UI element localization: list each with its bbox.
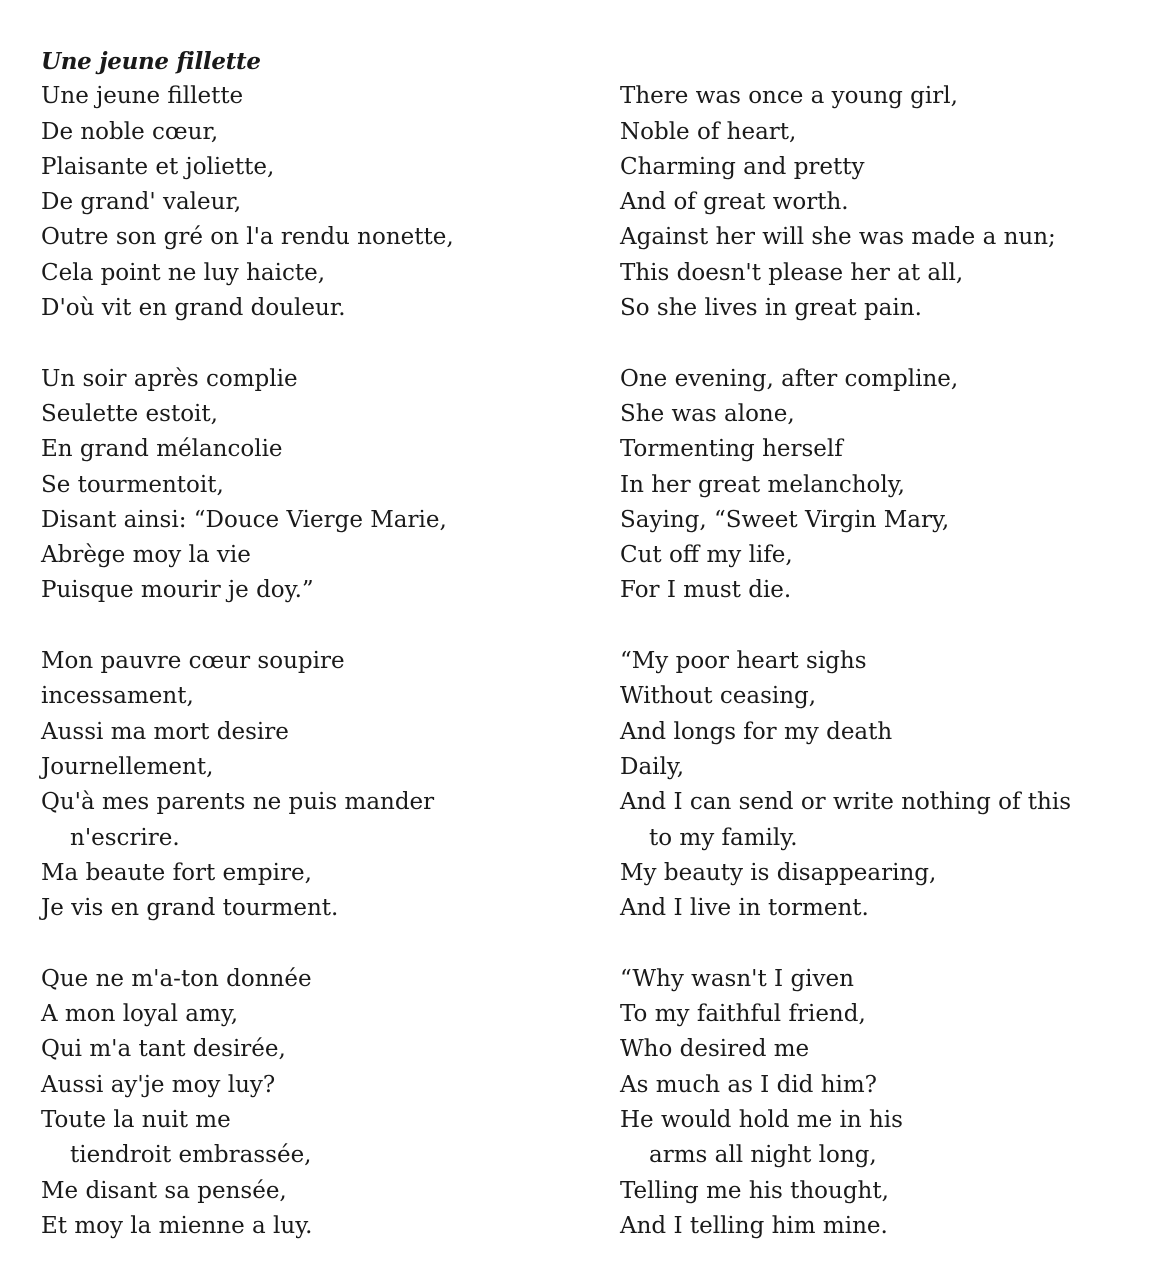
verse-line: Me disant sa pensée, [41, 1177, 287, 1204]
verse-line: Daily, [620, 753, 685, 780]
verse-line: And of great worth. [620, 189, 849, 216]
verse-line: Une jeune fillette [41, 83, 244, 110]
verse-line: Saying, “Sweet Virgin Mary, [620, 506, 950, 533]
verse-line: Se tourmentoit, [41, 471, 224, 498]
verse-line: Seulette estoit, [41, 400, 218, 427]
verse-line: En grand mélancolie [41, 436, 283, 463]
english-column [620, 44, 1140, 1244]
verse-line: Who desired me [620, 1036, 810, 1063]
verse-line: Que ne m'a-ton donnée [41, 965, 312, 992]
verse-line: Disant ainsi: “Douce Vierge Marie, [41, 506, 447, 533]
english-stanza-4 [620, 962, 1140, 1244]
verse-line: For I must die. [620, 577, 792, 604]
verse-line: Outre son gré on l'a rendu nonette, [41, 224, 454, 251]
verse-line: One evening, after compline, [620, 365, 959, 392]
verse-line: Aussi ma mort desire [41, 718, 289, 745]
verse-line: To my faithful friend, [620, 1001, 866, 1028]
french-stanza-3 [41, 644, 581, 926]
verse-line-continuation: tiendroit embrassée, [70, 1142, 312, 1169]
stanza-gap [41, 609, 581, 644]
stanza-gap [620, 609, 1140, 644]
verse-line-continuation: n'escrire. [70, 824, 180, 851]
verse-line: Puisque mourir je doy.” [41, 577, 314, 604]
verse-line: Noble of heart, [620, 118, 797, 145]
verse-line: “Why wasn't I given [620, 965, 854, 992]
stanza-gap [620, 926, 1140, 961]
verse-line: Un soir après complie [41, 365, 298, 392]
verse-line: Tormenting herself [620, 436, 843, 463]
verse-line: And I telling him mine. [620, 1212, 888, 1239]
title-spacer [620, 44, 1140, 79]
poem-title: Une jeune fillette [41, 48, 261, 75]
verse-line: Plaisante et joliette, [41, 153, 275, 180]
verse-line-continuation: arms all night long, [649, 1142, 877, 1169]
verse-line: He would hold me in his [620, 1106, 903, 1133]
english-stanza-2 [620, 362, 1140, 609]
verse-line: Toute la nuit me [41, 1106, 231, 1133]
verse-line: Telling me his thought, [620, 1177, 889, 1204]
verse-line: Abrège moy la vie [41, 542, 251, 569]
verse-line: Charming and pretty [620, 153, 865, 180]
verse-line: She was alone, [620, 400, 795, 427]
verse-line: And I can send or write nothing of this [620, 789, 1071, 816]
english-stanza-1 [620, 79, 1140, 326]
verse-line: incessament, [41, 683, 194, 710]
verse-line: As much as I did him? [620, 1071, 877, 1098]
verse-line-continuation: to my family. [649, 824, 798, 851]
verse-line: Journellement, [41, 753, 214, 780]
verse-line: And I live in torment. [620, 895, 869, 922]
verse-line: A mon loyal amy, [41, 1001, 239, 1028]
verse-line: And longs for my death [620, 718, 893, 745]
french-stanza-1 [41, 79, 581, 326]
verse-line: There was once a young girl, [620, 83, 958, 110]
verse-line: Et moy la mienne a luy. [41, 1212, 313, 1239]
verse-line: Cela point ne luy haicte, [41, 259, 326, 286]
verse-line: Mon pauvre cœur soupire [41, 648, 345, 675]
verse-line: D'où vit en grand douleur. [41, 295, 346, 322]
stanza-gap [620, 326, 1140, 361]
verse-line: My beauty is disappearing, [620, 859, 937, 886]
verse-line: Without ceasing, [620, 683, 817, 710]
verse-line: Qu'à mes parents ne puis mander [41, 789, 435, 816]
verse-line: Aussi ay'je moy luy? [41, 1071, 276, 1098]
verse-line: Qui m'a tant desirée, [41, 1036, 286, 1063]
verse-line: So she lives in great pain. [620, 295, 922, 322]
french-column [41, 44, 581, 1244]
verse-line: Ma beaute fort empire, [41, 859, 312, 886]
verse-line: De noble cœur, [41, 118, 219, 145]
verse-line: Je vis en grand tourment. [41, 895, 339, 922]
stanza-gap [41, 926, 581, 961]
verse-line: “My poor heart sighs [620, 648, 867, 675]
french-stanza-4 [41, 962, 581, 1244]
french-stanza-2 [41, 362, 581, 609]
stanza-gap [41, 326, 581, 361]
verse-line: De grand' valeur, [41, 189, 242, 216]
english-stanza-3 [620, 644, 1140, 926]
verse-line: This doesn't please her at all, [620, 259, 964, 286]
verse-line: Against her will she was made a nun; [620, 224, 1056, 251]
verse-line: Cut off my life, [620, 542, 793, 569]
verse-line: In her great melancholy, [620, 471, 905, 498]
